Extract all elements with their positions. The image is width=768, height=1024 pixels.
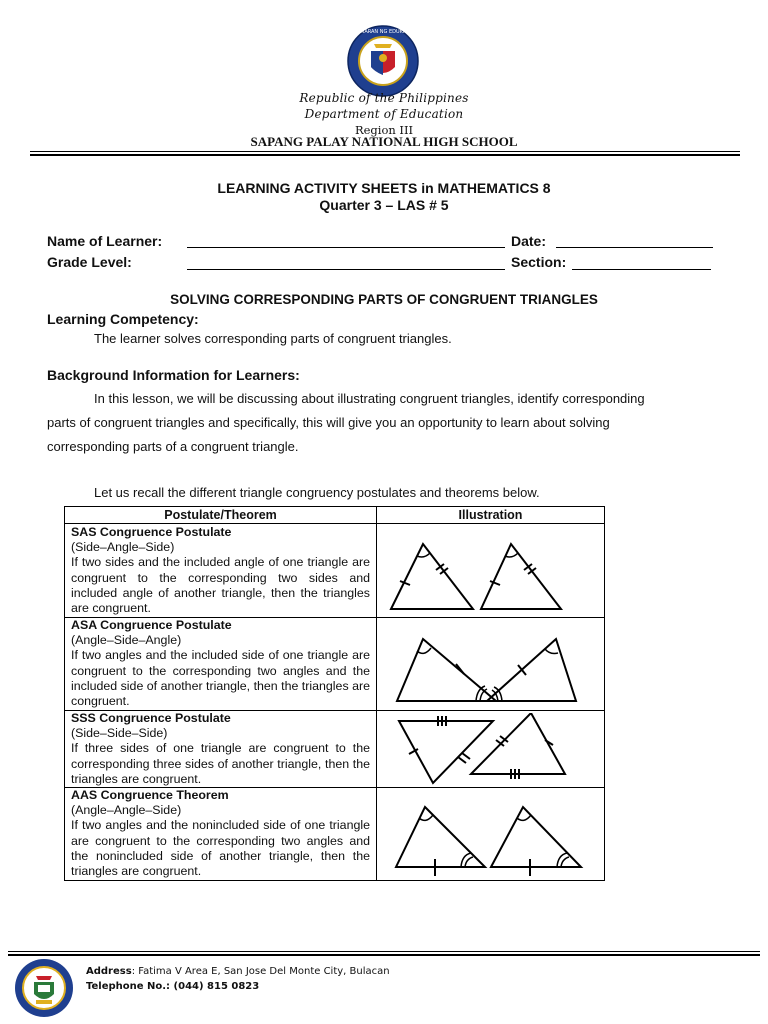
asa-triangles-illustration [378, 629, 604, 709]
lesson-title: SOLVING CORRESPONDING PARTS OF CONGRUENT TRIANGLES [170, 292, 598, 307]
svg-text:KAGAWARAN NG EDUKASYON: KAGAWARAN NG EDUKASYON [346, 29, 420, 35]
school-seal-logo [14, 958, 74, 1018]
congruence-postulates-table [64, 506, 605, 881]
school-address [86, 966, 390, 977]
aas-triangles-illustration [378, 799, 604, 879]
header-divider [30, 151, 740, 152]
postulate-description: If two sides and the included angle of one triangle are congruent to the corresponding two sides and included angle of another triangle, then the triangles are congruent. [71, 555, 370, 616]
department-heading: Department of Education [304, 107, 464, 121]
column-divider [376, 507, 377, 880]
sas-triangles-illustration [378, 535, 604, 615]
competency-text: The learner solves corresponding parts of congruent triangles. [94, 331, 452, 346]
section-label: Section: [511, 254, 567, 270]
deped-seal-logo [346, 24, 420, 98]
telephone-value: (044) 815 0823 [170, 981, 260, 992]
postulate-abbreviation: (Angle–Angle–Side) [71, 803, 182, 818]
footer-divider [8, 951, 760, 952]
republic-heading: Republic of the Philippines [299, 91, 469, 105]
postulate-description: If three sides of one triangle are congruent to the corresponding three sides of another triangle, then the triangles are congruent. [71, 741, 370, 786]
section-field[interactable] [572, 269, 711, 270]
background-paragraph-line-1: In this lesson, we will be discussing about illustrating congruent triangles, identify corresponding [94, 391, 645, 406]
postulate-name: SAS Congruence Postulate [71, 525, 232, 539]
postulate-abbreviation: (Angle–Side–Angle) [71, 633, 182, 648]
background-paragraph-line-3: corresponding parts of a congruent triangle. [47, 439, 299, 454]
table-row-asa [71, 618, 370, 709]
column-header-illustration: Illustration [458, 508, 523, 522]
table-row-aas [71, 788, 370, 879]
postulate-name: SSS Congruence Postulate [71, 711, 231, 725]
postulate-description: If two angles and the nonincluded side of one triangle are congruent to the corresponding two angles and the nonincluded side of another triangle, then the triangles are congruent. [71, 818, 370, 879]
date-field[interactable] [556, 247, 713, 248]
column-header-postulate: Postulate/Theorem [164, 508, 277, 522]
school-name: SAPANG PALAY NATIONAL HIGH SCHOOL [250, 134, 518, 149]
telephone-label: Telephone No.: [86, 981, 171, 992]
recall-text: Let us recall the different triangle congruency postulates and theorems below. [94, 485, 540, 500]
postulate-abbreviation: (Side–Angle–Side) [71, 540, 175, 555]
name-of-learner-label: Name of Learner: [47, 233, 163, 249]
competency-heading: Learning Competency: [47, 311, 199, 327]
background-paragraph-line-2: parts of congruent triangles and specifically, this will give you an opportunity to learn about solving [47, 415, 610, 430]
table-row-sss [71, 711, 370, 787]
school-telephone [86, 981, 259, 992]
grade-level-field[interactable] [187, 269, 505, 270]
quarter-subtitle: Quarter 3 – LAS # 5 [319, 197, 449, 213]
address-label: Address [86, 966, 132, 977]
header-divider-thick [30, 154, 740, 156]
postulate-name: AAS Congruence Theorem [71, 788, 229, 802]
postulate-description: If two angles and the included side of one triangle are congruent to the corresponding two angles and the included side of another triangle, then the triangles are congruent. [71, 648, 370, 709]
grade-level-label: Grade Level: [47, 254, 132, 270]
address-value: : Fatima V Area E, San Jose Del Monte City, Bulacan [131, 966, 390, 977]
header-row-divider [65, 523, 604, 524]
postulate-abbreviation: (Side–Side–Side) [71, 726, 168, 741]
table-row-sas [71, 525, 370, 616]
date-label: Date: [511, 233, 547, 249]
activity-sheet-title: LEARNING ACTIVITY SHEETS in MATHEMATICS 8 [217, 180, 551, 196]
footer-divider-thick [8, 954, 760, 956]
region-heading: Region III [354, 123, 414, 137]
sss-triangles-illustration [378, 713, 604, 785]
background-heading: Background Information for Learners: [47, 367, 300, 383]
postulate-name: ASA Congruence Postulate [71, 618, 232, 632]
name-of-learner-field[interactable] [187, 247, 505, 248]
